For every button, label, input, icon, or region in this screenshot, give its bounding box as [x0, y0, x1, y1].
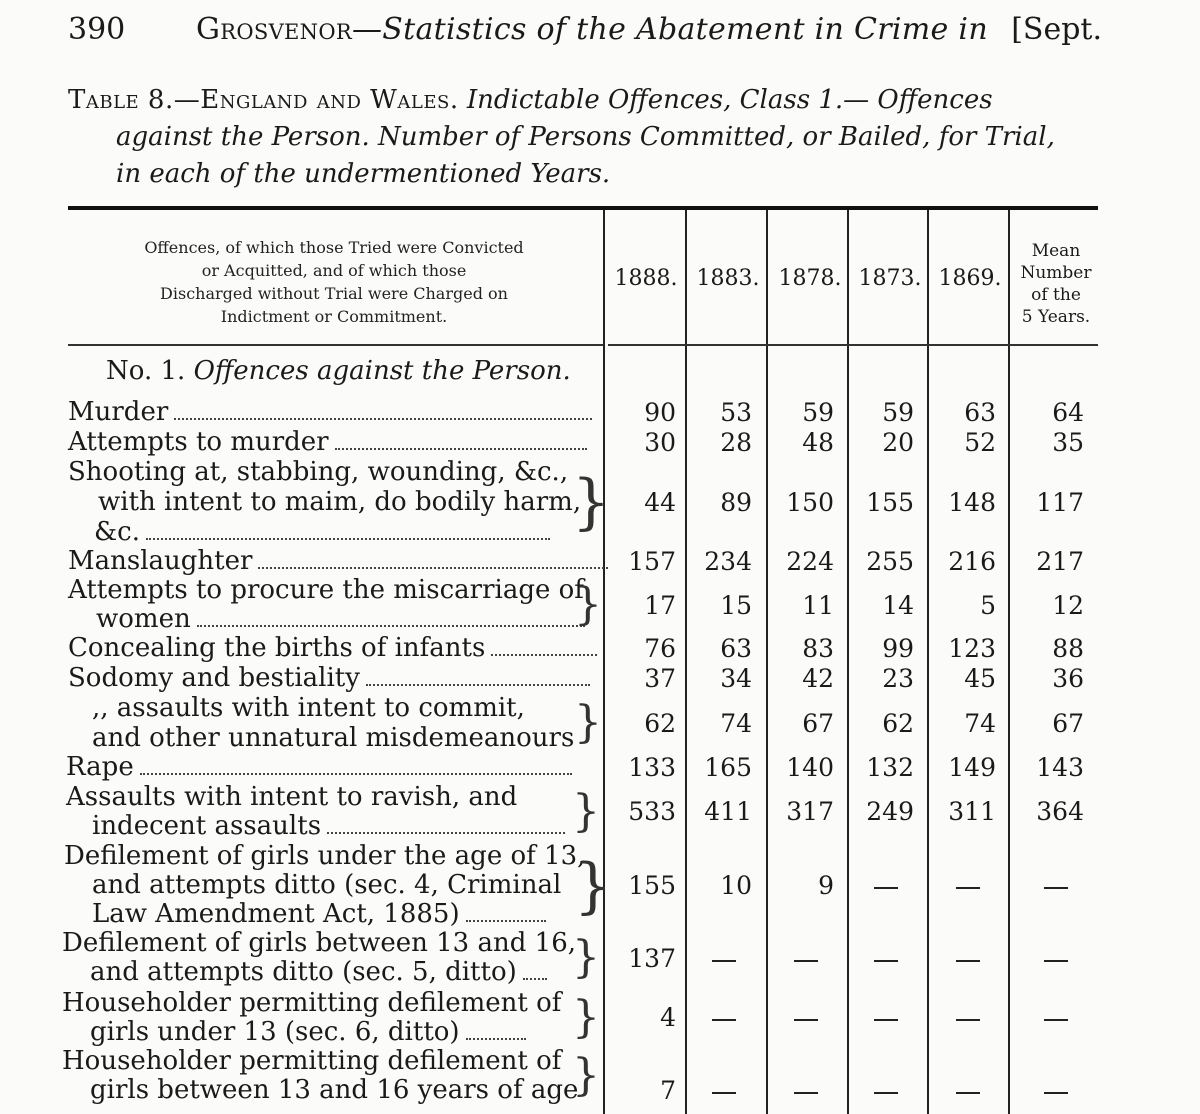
table-cell: 63: [964, 398, 996, 427]
table-cell: 30: [644, 428, 676, 457]
section-title: [106, 356, 571, 386]
table-cell: 317: [786, 797, 834, 826]
mean-header-line: Mean: [1031, 241, 1081, 261]
header-rule: [608, 344, 1098, 346]
offence-header-line: or Acquitted, and of which those: [201, 261, 467, 280]
row-label: Manslaughter: [68, 547, 608, 576]
table-cell-dash: [1044, 1092, 1068, 1094]
table-cell: 12: [1052, 591, 1084, 620]
table-cell: 149: [948, 753, 996, 782]
row-label: and other unnatural misdemeanours: [92, 723, 575, 753]
row-label: Assaults with intent to ravish, and: [66, 782, 518, 812]
mean-header-line: 5 Years.: [1021, 307, 1091, 327]
year-header: 1883.: [696, 266, 760, 291]
table-cell: 7: [660, 1076, 676, 1105]
table-cell: 52: [964, 428, 996, 457]
table-cell: 67: [802, 709, 834, 738]
row-label: and attempts ditto (sec. 5, ditto): [90, 958, 547, 987]
table-cell: 15: [720, 591, 752, 620]
running-title: [196, 12, 988, 47]
running-title-text: —Statistics of the Abatement in Crime in: [351, 12, 988, 47]
row-label: Sodomy and bestiality: [68, 664, 590, 693]
table-cell: 140: [786, 753, 834, 782]
table-cell: 88: [1052, 634, 1084, 663]
table-caption: [68, 82, 1102, 193]
table-cell-dash: [874, 887, 898, 889]
table-cell: 411: [704, 797, 752, 826]
mean-header-line: Number: [1020, 263, 1092, 283]
offence-header-line: Offences, of which those Tried were Convicted: [144, 238, 524, 257]
row-brace: }: [572, 932, 600, 983]
row-label: Attempts to murder: [68, 428, 587, 457]
table-cell-dash: [712, 1019, 736, 1021]
table-cell: 17: [644, 591, 676, 620]
section-number: No. 1.: [106, 356, 186, 386]
table-cell: 89: [720, 488, 752, 517]
running-title-month: [Sept.: [1011, 12, 1102, 47]
table-cell: 59: [802, 398, 834, 427]
table-cell-dash: [1044, 960, 1068, 962]
row-label: women: [96, 605, 585, 634]
table-cell: 165: [704, 753, 752, 782]
table-cell: 155: [628, 871, 676, 900]
table-cell: 64: [1052, 398, 1084, 427]
table-cell: 148: [948, 488, 996, 517]
table-cell: 117: [1036, 488, 1084, 517]
year-header: 1869.: [938, 266, 1002, 291]
section-name: Offences against the Person.: [193, 356, 571, 386]
table-cell: 48: [802, 428, 834, 457]
table-cell-dash: [794, 960, 818, 962]
table-cell: 249: [866, 797, 914, 826]
row-brace: }: [574, 851, 613, 921]
row-brace: }: [572, 992, 600, 1043]
row-brace: }: [572, 467, 611, 537]
row-label: Defilement of girls between 13 and 16,: [62, 928, 576, 958]
table-cell-dash: [712, 960, 736, 962]
table-cell: 14: [882, 591, 914, 620]
table-cell: 67: [1052, 709, 1084, 738]
table-cell-dash: [956, 887, 980, 889]
table-cell-dash: [712, 1092, 736, 1094]
table-cell: 217: [1036, 547, 1084, 576]
table-cell: 36: [1052, 664, 1084, 693]
row-label: girls under 13 (sec. 6, ditto): [90, 1018, 526, 1047]
table-cell: 311: [948, 797, 996, 826]
row-brace: }: [574, 579, 602, 630]
row-label: Attempts to procure the miscarriage of: [68, 575, 584, 605]
table-cell-dash: [956, 960, 980, 962]
header-rule: [68, 344, 603, 346]
mean-header-line: of the: [1031, 285, 1081, 305]
page-number: 390: [68, 12, 126, 47]
table-cell: 150: [786, 488, 834, 517]
table-cell: 255: [866, 547, 914, 576]
row-label: and attempts ditto (sec. 4, Criminal: [92, 870, 562, 900]
table-cell: 143: [1036, 753, 1084, 782]
table-label: Table 8.—England and Wales.: [68, 85, 459, 115]
table-cell: 533: [628, 797, 676, 826]
year-header: 1873.: [858, 266, 922, 291]
table-cell: 99: [882, 634, 914, 663]
table-cell: 63: [720, 634, 752, 663]
offence-column-header: [84, 236, 584, 328]
row-brace: }: [574, 697, 602, 748]
row-label: ,, assaults with intent to commit,: [92, 693, 525, 723]
table-cell-dash: [794, 1019, 818, 1021]
offence-header-line: Indictment or Commitment.: [220, 307, 448, 326]
table-cell: 224: [786, 547, 834, 576]
table-cell-dash: [956, 1019, 980, 1021]
caption-line-3: in each of the undermentioned Years.: [116, 159, 611, 189]
table-cell-dash: [874, 1092, 898, 1094]
table-cell-dash: [874, 1019, 898, 1021]
table-cell-dash: [956, 1092, 980, 1094]
table-cell: 28: [720, 428, 752, 457]
table-cell-dash: [874, 960, 898, 962]
table-cell: 364: [1036, 797, 1084, 826]
table-cell: 11: [802, 591, 834, 620]
table-cell: 76: [644, 634, 676, 663]
row-label: &c.: [94, 518, 550, 547]
table-cell-dash: [794, 1092, 818, 1094]
row-label: Law Amendment Act, 1885): [92, 900, 546, 929]
table-cell: 5: [980, 591, 996, 620]
caption-line-1: Indictable Offences, Class 1.— Offences: [466, 85, 993, 115]
table-cell: 53: [720, 398, 752, 427]
row-label: Defilement of girls under the age of 13,: [64, 841, 586, 871]
table-cell: 4: [660, 1003, 676, 1032]
offence-header-line: Discharged without Trial were Charged on: [160, 284, 508, 303]
table-cell: 132: [866, 753, 914, 782]
year-header: 1888.: [614, 266, 678, 291]
row-label: Householder permitting defilement of: [62, 1046, 562, 1076]
row-label: Concealing the births of infants: [68, 634, 597, 663]
table-top-rule: [68, 206, 1098, 210]
table-cell: 10: [720, 871, 752, 900]
table-cell: 90: [644, 398, 676, 427]
row-label: indecent assaults: [92, 812, 565, 841]
table-cell: 34: [720, 664, 752, 693]
row-brace: }: [572, 1050, 600, 1101]
table-cell: 123: [948, 634, 996, 663]
table-cell: 216: [948, 547, 996, 576]
year-header: 1878.: [778, 266, 842, 291]
table-cell: 44: [644, 488, 676, 517]
table-cell: 35: [1052, 428, 1084, 457]
row-label: Shooting at, stabbing, wounding, &c.,: [68, 457, 569, 487]
table-cell: 37: [644, 664, 676, 693]
table-cell: 42: [802, 664, 834, 693]
table-cell: 155: [866, 488, 914, 517]
table-cell: 20: [882, 428, 914, 457]
table-cell: 133: [628, 753, 676, 782]
table-cell: 74: [720, 709, 752, 738]
caption-line-2: against the Person. Number of Persons Committed, or Bailed, for Trial,: [116, 122, 1055, 152]
table-cell: 74: [964, 709, 996, 738]
table-cell: 137: [628, 944, 676, 973]
table-cell: 157: [628, 547, 676, 576]
table-cell: 23: [882, 664, 914, 693]
table-cell: 59: [882, 398, 914, 427]
table-cell-dash: [1044, 887, 1068, 889]
table-cell: 83: [802, 634, 834, 663]
table-cell: 62: [882, 709, 914, 738]
row-label: Rape: [66, 753, 572, 782]
table-cell: 45: [964, 664, 996, 693]
running-title-author: Grosvenor: [196, 12, 352, 47]
table-cell: 9: [818, 871, 834, 900]
row-label: Murder: [68, 398, 592, 427]
row-label: girls between 13 and 16 years of age: [90, 1075, 579, 1105]
row-brace: }: [572, 786, 600, 837]
table-cell: 234: [704, 547, 752, 576]
table-cell-dash: [1044, 1019, 1068, 1021]
table-cell: 62: [644, 709, 676, 738]
mean-column-header: [1012, 240, 1100, 328]
row-label: Householder permitting defilement of: [62, 988, 562, 1018]
row-label: with intent to maim, do bodily harm,: [98, 487, 582, 517]
